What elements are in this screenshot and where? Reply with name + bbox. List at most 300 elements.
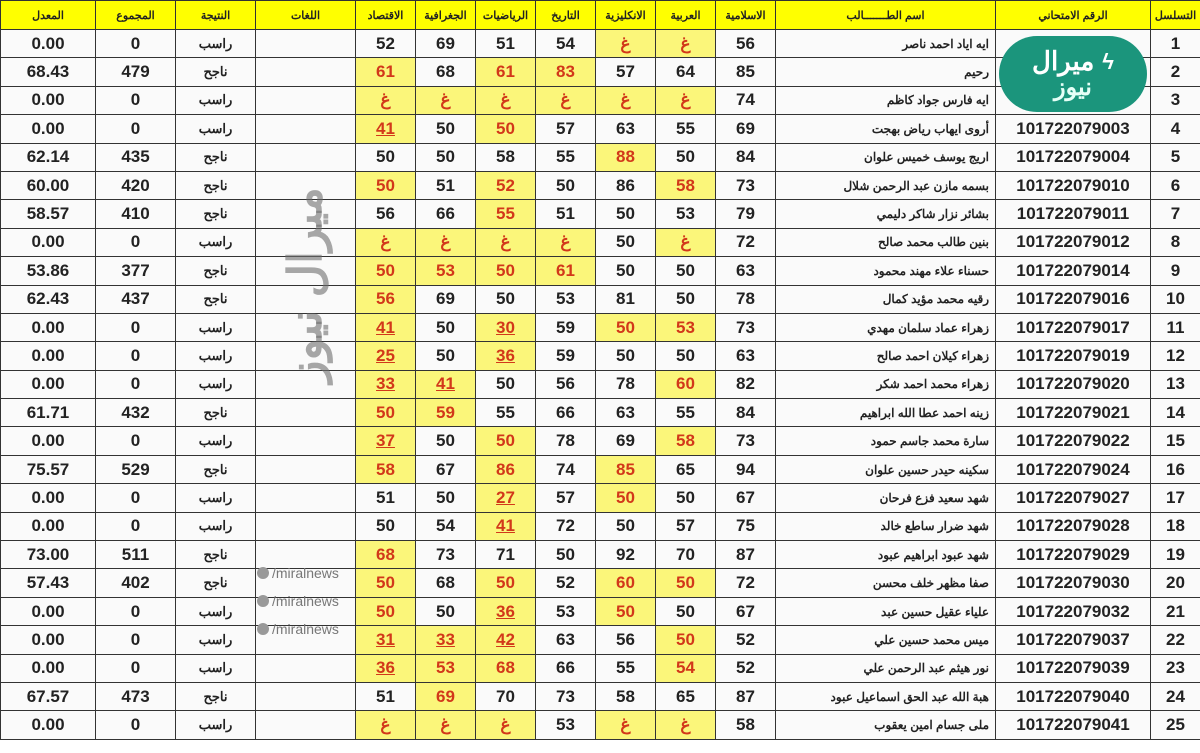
exam-number-cell — [996, 342, 1151, 370]
mark-islamic-value: 58 — [736, 715, 755, 735]
mark-economics — [356, 654, 416, 682]
mark-islamic — [716, 342, 776, 370]
mark-history — [536, 30, 596, 58]
student-name-cell — [776, 342, 996, 370]
seq-cell — [1151, 399, 1200, 427]
average-cell — [1, 86, 96, 114]
mark-english — [596, 285, 656, 313]
languages-cell — [256, 342, 356, 370]
mark-arabic-value: 50 — [676, 289, 695, 309]
result-cell — [176, 257, 256, 285]
exam-number-cell — [996, 399, 1151, 427]
logo-word-white: ميرال — [1032, 45, 1095, 76]
student-name-cell-value: زينه احمد عطا الله ابراهيم — [859, 405, 989, 420]
mark-arabic — [656, 143, 716, 171]
seq-cell-value: 17 — [1166, 487, 1185, 507]
mark-islamic — [716, 569, 776, 597]
total-cell-value: 0 — [130, 317, 141, 337]
mark-geography-value: 53 — [436, 260, 455, 280]
result-cell-value: راسب — [198, 717, 233, 733]
exam-number-cell — [996, 115, 1151, 143]
mark-economics-value: 50 — [376, 516, 395, 536]
column-header-result: النتيجة — [176, 1, 256, 30]
mark-english — [596, 455, 656, 483]
mark-arabic — [656, 512, 716, 540]
seq-cell-value: 22 — [1166, 629, 1185, 649]
mark-history — [536, 228, 596, 256]
student-name-cell-value: رحيم — [964, 65, 989, 80]
mark-math-value: 30 — [496, 317, 515, 337]
average-cell — [1, 484, 96, 512]
column-header-student-name: اسم الطـــــــالب — [776, 1, 996, 30]
total-cell — [96, 200, 176, 228]
mark-english — [596, 541, 656, 569]
student-name-cell-value: زهراء عماد سلمان مهدي — [867, 320, 989, 335]
student-name-cell-value: ايه اياد احمد ناصر — [902, 36, 989, 51]
mark-geography-value: 54 — [436, 516, 455, 536]
result-cell-value: راسب — [198, 433, 233, 449]
mark-arabic — [656, 342, 716, 370]
average-cell — [1, 541, 96, 569]
mark-history-value: 73 — [556, 686, 575, 706]
mark-math — [476, 200, 536, 228]
seq-cell — [1151, 654, 1200, 682]
mark-islamic-value: 84 — [736, 147, 755, 167]
mark-economics-value: 25 — [376, 345, 395, 365]
social-handle: /miralnews — [272, 621, 339, 637]
exam-number-cell-value: 101722079029 — [1016, 544, 1130, 564]
result-cell — [176, 171, 256, 199]
instagram-link[interactable] — [257, 621, 353, 637]
mark-geography — [416, 512, 476, 540]
languages-cell — [256, 654, 356, 682]
mark-math-value: غ — [500, 232, 511, 252]
mark-arabic — [656, 58, 716, 86]
result-cell-value: راسب — [198, 319, 233, 335]
mark-arabic-value: 50 — [676, 573, 695, 593]
mark-english-value: 55 — [616, 658, 635, 678]
mark-arabic — [656, 569, 716, 597]
table-row — [1, 200, 1200, 228]
mark-geography — [416, 228, 476, 256]
student-name-cell — [776, 541, 996, 569]
table-row — [1, 427, 1200, 455]
mark-history — [536, 711, 596, 739]
total-cell — [96, 285, 176, 313]
mark-arabic — [656, 30, 716, 58]
mark-economics — [356, 427, 416, 455]
exam-number-cell-value: 101722079016 — [1016, 289, 1130, 309]
mark-arabic-value: 50 — [676, 601, 695, 621]
mark-economics-value: 51 — [376, 487, 395, 507]
mark-english-value: غ — [620, 33, 631, 53]
mark-history — [536, 257, 596, 285]
student-name-cell-value: ملى جسام امين يعقوب — [874, 718, 989, 733]
languages-cell — [256, 682, 356, 710]
mark-arabic — [656, 711, 716, 739]
mark-arabic-value: غ — [680, 90, 691, 110]
total-cell — [96, 427, 176, 455]
average-cell — [1, 370, 96, 398]
watermark: ميرال نيوز — [279, 187, 331, 383]
mark-math-value: 27 — [496, 487, 515, 507]
total-cell — [96, 143, 176, 171]
exam-number-cell-value: 101722079037 — [1016, 629, 1130, 649]
student-name-cell-value: علياء عقيل حسين عبد — [881, 604, 989, 619]
mark-english — [596, 171, 656, 199]
mark-history-value: 54 — [556, 33, 575, 53]
result-cell — [176, 228, 256, 256]
student-name-cell-value: شهد سعيد فزع فرحان — [879, 490, 989, 505]
average-cell — [1, 171, 96, 199]
result-cell-value: ناجح — [203, 291, 228, 307]
mark-english — [596, 370, 656, 398]
mark-arabic — [656, 399, 716, 427]
mark-geography-value: 59 — [436, 402, 455, 422]
mark-geography — [416, 427, 476, 455]
mark-geography — [416, 30, 476, 58]
mark-english-value: 57 — [616, 62, 635, 82]
mark-islamic-value: 84 — [736, 402, 755, 422]
exam-number-cell — [996, 682, 1151, 710]
table-row — [1, 484, 1200, 512]
twitter-icon — [257, 595, 269, 607]
mark-english-value: 50 — [616, 345, 635, 365]
average-cell — [1, 626, 96, 654]
total-cell-value: 0 — [130, 601, 141, 621]
result-cell — [176, 541, 256, 569]
mark-islamic-value: 63 — [736, 345, 755, 365]
total-cell — [96, 86, 176, 114]
exam-number-cell — [996, 512, 1151, 540]
mark-geography — [416, 115, 476, 143]
total-cell — [96, 682, 176, 710]
average-cell — [1, 711, 96, 739]
seq-cell — [1151, 626, 1200, 654]
average-cell — [1, 143, 96, 171]
mark-math-value: 71 — [496, 544, 515, 564]
student-name-cell-value: بشائر نزار شاكر دليمي — [876, 207, 989, 222]
seq-cell — [1151, 711, 1200, 739]
total-cell — [96, 569, 176, 597]
result-cell-value: راسب — [198, 376, 233, 392]
mark-english-value: 50 — [616, 516, 635, 536]
header-row — [1, 1, 1200, 30]
total-cell-value: 0 — [130, 629, 141, 649]
mark-economics — [356, 541, 416, 569]
table-row — [1, 399, 1200, 427]
result-cell-value: راسب — [198, 234, 233, 250]
mark-islamic — [716, 455, 776, 483]
exam-number-cell-value: 101722079017 — [1016, 317, 1130, 337]
student-name-cell — [776, 58, 996, 86]
mark-geography-value: 33 — [436, 629, 455, 649]
total-cell — [96, 313, 176, 341]
average-cell-value: 0.00 — [31, 345, 65, 365]
average-cell — [1, 313, 96, 341]
seq-cell-value: 6 — [1170, 175, 1181, 195]
mark-arabic-value: 50 — [676, 487, 695, 507]
mark-arabic — [656, 86, 716, 114]
mark-geography-value: 50 — [436, 118, 455, 138]
mark-geography — [416, 654, 476, 682]
mark-english — [596, 569, 656, 597]
mark-geography — [416, 484, 476, 512]
mark-history — [536, 399, 596, 427]
average-cell-value: 53.86 — [26, 260, 70, 280]
student-name-cell — [776, 171, 996, 199]
student-name-cell — [776, 626, 996, 654]
exam-number-cell-value: 101722079011 — [1016, 204, 1130, 224]
average-cell-value: 73.00 — [26, 544, 70, 564]
mark-economics — [356, 285, 416, 313]
student-name-cell — [776, 115, 996, 143]
mark-islamic — [716, 58, 776, 86]
seq-cell — [1151, 370, 1200, 398]
seq-cell — [1151, 512, 1200, 540]
mark-english-value: 92 — [616, 544, 635, 564]
mark-history-value: 53 — [556, 601, 575, 621]
mark-economics — [356, 171, 416, 199]
mark-history — [536, 115, 596, 143]
seq-cell — [1151, 200, 1200, 228]
exam-number-cell-value: 101722079012 — [1016, 232, 1130, 252]
mark-islamic — [716, 654, 776, 682]
result-cell-value: ناجح — [203, 575, 228, 591]
mark-english — [596, 58, 656, 86]
table-row — [1, 626, 1200, 654]
mark-english-value: 50 — [616, 487, 635, 507]
total-cell — [96, 512, 176, 540]
mark-math — [476, 427, 536, 455]
seq-cell — [1151, 285, 1200, 313]
table-row — [1, 682, 1200, 710]
student-name-cell-value: اريج يوسف خميس علوان — [864, 150, 989, 165]
twitter-link[interactable] — [257, 593, 353, 609]
mark-arabic-value: غ — [680, 715, 691, 735]
average-cell — [1, 569, 96, 597]
average-cell-value: 0.00 — [31, 516, 65, 536]
exam-number-cell-value: 101722079019 — [1016, 345, 1130, 365]
mark-islamic — [716, 313, 776, 341]
student-name-cell — [776, 143, 996, 171]
mark-geography — [416, 313, 476, 341]
seq-cell-value: 2 — [1170, 62, 1181, 82]
result-cell — [176, 399, 256, 427]
total-cell — [96, 370, 176, 398]
mark-english — [596, 342, 656, 370]
exam-number-cell — [996, 370, 1151, 398]
mark-geography-value: 67 — [436, 459, 455, 479]
mark-geography — [416, 370, 476, 398]
average-cell — [1, 115, 96, 143]
mark-math-value: 36 — [496, 345, 515, 365]
column-header-history: التاريخ — [536, 1, 596, 30]
mark-economics-value: 58 — [376, 459, 395, 479]
mark-islamic-value: 78 — [736, 289, 755, 309]
average-cell — [1, 399, 96, 427]
average-cell-value: 61.71 — [26, 402, 70, 422]
mark-math-value: غ — [500, 90, 511, 110]
mark-geography — [416, 569, 476, 597]
languages-cell — [256, 399, 356, 427]
mark-english — [596, 257, 656, 285]
result-cell-value: راسب — [198, 603, 233, 619]
mark-english-value: 58 — [616, 686, 635, 706]
mark-math-value: 41 — [496, 516, 515, 536]
mark-geography-value: 50 — [436, 487, 455, 507]
mark-arabic-value: 65 — [676, 686, 695, 706]
mark-islamic — [716, 143, 776, 171]
exam-number-cell-value: 101722079028 — [1016, 516, 1130, 536]
seq-cell — [1151, 30, 1200, 58]
table-row — [1, 512, 1200, 540]
mark-arabic — [656, 171, 716, 199]
exam-number-cell — [996, 200, 1151, 228]
mark-geography — [416, 541, 476, 569]
languages-cell — [256, 228, 356, 256]
mark-geography-value: 66 — [436, 204, 455, 224]
mark-english — [596, 626, 656, 654]
mark-geography-value: 51 — [436, 175, 455, 195]
mark-history — [536, 285, 596, 313]
total-cell — [96, 455, 176, 483]
mark-geography — [416, 399, 476, 427]
mark-history-value: 51 — [556, 204, 575, 224]
mark-math-value: 50 — [496, 260, 515, 280]
exam-number-cell — [996, 313, 1151, 341]
seq-cell-value: 12 — [1166, 345, 1185, 365]
mark-islamic-value: 73 — [736, 175, 755, 195]
mark-english-value: 63 — [616, 118, 635, 138]
average-cell — [1, 682, 96, 710]
languages-cell — [256, 711, 356, 739]
total-cell-value: 0 — [130, 658, 141, 678]
student-name-cell — [776, 200, 996, 228]
mark-geography — [416, 455, 476, 483]
result-cell-value: ناجح — [203, 404, 228, 420]
mark-economics-value: 50 — [376, 175, 395, 195]
mark-islamic-value: 87 — [736, 686, 755, 706]
average-cell-value: 0.00 — [31, 601, 65, 621]
mark-economics — [356, 200, 416, 228]
exam-number-cell — [996, 143, 1151, 171]
mark-math — [476, 58, 536, 86]
mark-islamic — [716, 115, 776, 143]
mark-islamic — [716, 541, 776, 569]
total-cell — [96, 484, 176, 512]
mark-history — [536, 569, 596, 597]
mark-economics — [356, 711, 416, 739]
mark-geography-value: غ — [440, 715, 451, 735]
mark-arabic — [656, 427, 716, 455]
result-cell — [176, 86, 256, 114]
result-cell-value: ناجح — [203, 206, 228, 222]
mark-history — [536, 171, 596, 199]
mark-economics — [356, 484, 416, 512]
mark-islamic — [716, 512, 776, 540]
mark-arabic — [656, 257, 716, 285]
student-name-cell — [776, 257, 996, 285]
mark-geography-value: 50 — [436, 431, 455, 451]
column-header-economics: الاقتصاد — [356, 1, 416, 30]
telegram-link[interactable] — [257, 565, 353, 581]
mark-economics — [356, 597, 416, 625]
student-name-cell — [776, 711, 996, 739]
mark-math-value: 51 — [496, 33, 515, 53]
mark-islamic — [716, 370, 776, 398]
mark-economics-value: 61 — [376, 62, 395, 82]
column-header-exam-number: الرقم الامتحاني — [996, 1, 1151, 30]
mark-geography-value: 69 — [436, 289, 455, 309]
seq-cell-value: 5 — [1170, 147, 1181, 167]
seq-cell-value: 23 — [1166, 658, 1185, 678]
mark-geography — [416, 86, 476, 114]
seq-cell-value: 1 — [1170, 33, 1181, 53]
mark-arabic-value: 57 — [676, 516, 695, 536]
result-cell-value: راسب — [198, 35, 233, 51]
mark-geography-value: 69 — [436, 686, 455, 706]
student-name-cell — [776, 370, 996, 398]
lightning-bolt-icon: ϟ — [1102, 48, 1114, 74]
mark-geography — [416, 682, 476, 710]
result-cell — [176, 626, 256, 654]
column-header-english: الانكليزية — [596, 1, 656, 30]
exam-number-cell-value: 101722079027 — [1016, 487, 1130, 507]
mark-english — [596, 682, 656, 710]
column-header-geography: الجغرافية — [416, 1, 476, 30]
mark-geography — [416, 285, 476, 313]
languages-cell — [256, 313, 356, 341]
student-name-cell — [776, 427, 996, 455]
total-cell — [96, 399, 176, 427]
total-cell-value: 0 — [130, 431, 141, 451]
mark-english-value: 85 — [616, 459, 635, 479]
mark-economics — [356, 512, 416, 540]
student-name-cell-value: سارة محمد جاسم حمود — [870, 434, 989, 449]
average-cell-value: 0.00 — [31, 431, 65, 451]
mark-math — [476, 86, 536, 114]
mark-math — [476, 626, 536, 654]
seq-cell-value: 19 — [1166, 544, 1185, 564]
mark-economics — [356, 115, 416, 143]
exam-number-cell — [996, 597, 1151, 625]
average-cell-value: 68.43 — [26, 62, 70, 82]
mark-economics-value: 56 — [376, 289, 395, 309]
mark-islamic — [716, 711, 776, 739]
mark-economics-value: 31 — [376, 629, 395, 649]
exam-number-cell — [996, 484, 1151, 512]
mark-english — [596, 228, 656, 256]
mark-math — [476, 512, 536, 540]
column-header-average: المعدل — [1, 1, 96, 30]
average-cell — [1, 285, 96, 313]
table-row — [1, 342, 1200, 370]
total-cell-value: 377 — [121, 260, 150, 280]
mark-geography — [416, 58, 476, 86]
table-row — [1, 257, 1200, 285]
mark-arabic-value: 70 — [676, 544, 695, 564]
mark-arabic-value: 55 — [676, 402, 695, 422]
mark-history — [536, 58, 596, 86]
mark-islamic-value: 67 — [736, 487, 755, 507]
mark-history-value: 50 — [556, 544, 575, 564]
mark-english — [596, 711, 656, 739]
seq-cell-value: 16 — [1166, 459, 1185, 479]
exam-number-cell — [996, 654, 1151, 682]
average-cell — [1, 455, 96, 483]
mark-islamic-value: 69 — [736, 118, 755, 138]
